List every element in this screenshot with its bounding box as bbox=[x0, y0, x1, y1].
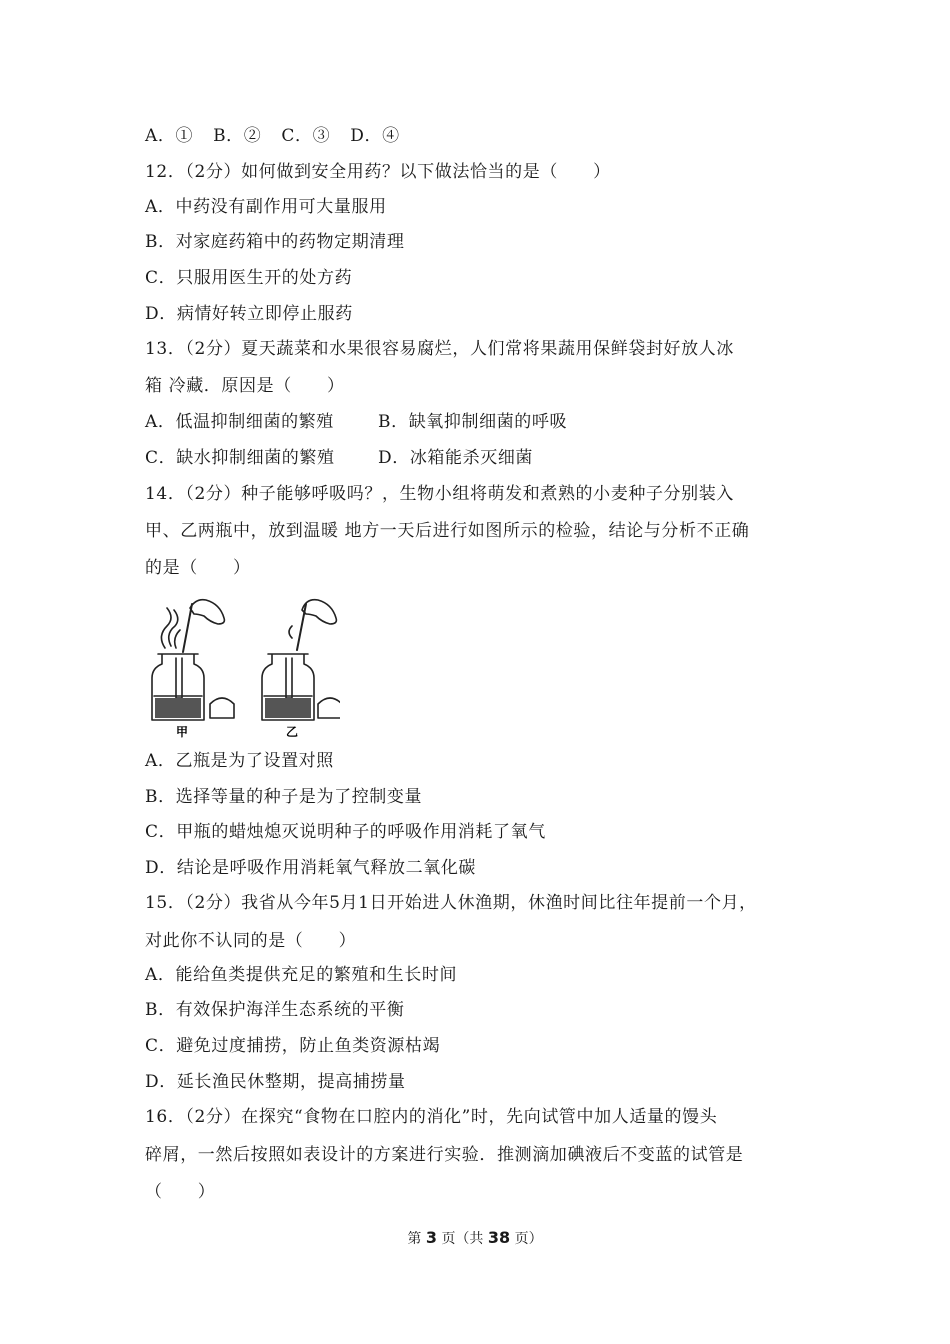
q15-stem-line2: 对此你不认同的是（ ） bbox=[145, 931, 357, 951]
q15-option-c: C．避免过度捕捞，防止鱼类资源枯竭 bbox=[145, 1036, 441, 1056]
q14-stem-line1: 14．（2分）种子能够呼吸吗？，生物小组将萌发和煮熟的小麦种子分别装入 bbox=[145, 484, 734, 504]
q12-stem: 12．（2分）如何做到安全用药？以下做法恰当的是（ ） bbox=[145, 162, 611, 182]
footer-middle: 页（共 bbox=[441, 1231, 484, 1247]
q12-option-c: C．只服用医生开的处方药 bbox=[145, 268, 353, 288]
q11-option-b: B．② bbox=[213, 126, 262, 146]
q13-stem-line2: 箱 冷藏．原因是（ ） bbox=[145, 376, 345, 396]
q14-option-b: B．选择等量的种子是为了控制变量 bbox=[145, 787, 423, 807]
seed-respiration-figure bbox=[140, 592, 340, 740]
seeds-yi-icon bbox=[265, 698, 311, 718]
q16-stem-line3: （ ） bbox=[145, 1182, 216, 1202]
q16-stem-line1: 16．（2分）在探究“食物在口腔内的消化”时，先向试管中加人适量的馒头 bbox=[145, 1107, 718, 1127]
q13-stem-line1: 13．（2分）夏天蔬菜和水果很容易腐烂，人们常将果蔬用保鲜袋封好放人冰 bbox=[145, 339, 734, 359]
footer-total-pages: 38 bbox=[487, 1228, 511, 1247]
jars-with-candles-illustration bbox=[140, 592, 340, 740]
q14-stem-line2: 甲、乙两瓶中，放到温暖 地方一天后进行如图所示的检验，结论与分析不正确 bbox=[145, 521, 750, 541]
figure-label-jia: 甲 bbox=[176, 725, 189, 739]
q11-option-d: D．④ bbox=[350, 126, 400, 146]
q14-option-a: A．乙瓶是为了设置对照 bbox=[145, 751, 334, 771]
q13-option-d: D．冰箱能杀灭细菌 bbox=[378, 448, 534, 468]
q12-option-d: D．病情好转立即停止服药 bbox=[145, 304, 353, 324]
page-footer bbox=[0, 1228, 950, 1249]
q13-option-a: A．低温抑制细菌的繁殖 bbox=[145, 412, 334, 432]
q11-option-a: A．① bbox=[145, 126, 194, 146]
footer-page-number: 3 bbox=[425, 1228, 437, 1247]
q13-option-b: B．缺氧抑制细菌的呼吸 bbox=[378, 412, 568, 432]
q12-option-a: A．中药没有副作用可大量服用 bbox=[145, 197, 387, 217]
q15-option-b: B．有效保护海洋生态系统的平衡 bbox=[145, 1000, 405, 1020]
q12-option-b: B．对家庭药箱中的药物定期清理 bbox=[145, 232, 405, 252]
q14-stem-line3: 的是（ ） bbox=[145, 558, 251, 578]
q11-option-c: C．③ bbox=[281, 126, 331, 146]
q15-stem-line1: 15．（2分）我省从今年5月1日开始进人休渔期，休渔时间比往年提前一个月， bbox=[145, 893, 757, 913]
q11-options bbox=[145, 124, 400, 148]
q13-option-c: C．缺水抑制细菌的繁殖 bbox=[145, 448, 335, 468]
q15-option-d: D．延长渔民休整期，提高捕捞量 bbox=[145, 1072, 406, 1092]
footer-prefix: 第 bbox=[407, 1231, 422, 1247]
q14-option-d: D．结论是呼吸作用消耗氧气释放二氧化碳 bbox=[145, 858, 477, 878]
q15-option-a: A．能给鱼类提供充足的繁殖和生长时间 bbox=[145, 965, 458, 985]
footer-suffix: 页） bbox=[514, 1231, 543, 1247]
figure-label-yi: 乙 bbox=[286, 725, 299, 739]
seeds-jia-icon bbox=[155, 698, 201, 718]
q16-stem-line2: 碎屑，一然后按照如表设计的方案进行实验．推测滴加碘液后不变蓝的试管是 bbox=[145, 1145, 744, 1165]
q13-options-row1 bbox=[145, 410, 568, 434]
q14-option-c: C．甲瓶的蜡烛熄灭说明种子的呼吸作用消耗了氧气 bbox=[145, 822, 546, 842]
q13-options-row2 bbox=[145, 446, 534, 470]
